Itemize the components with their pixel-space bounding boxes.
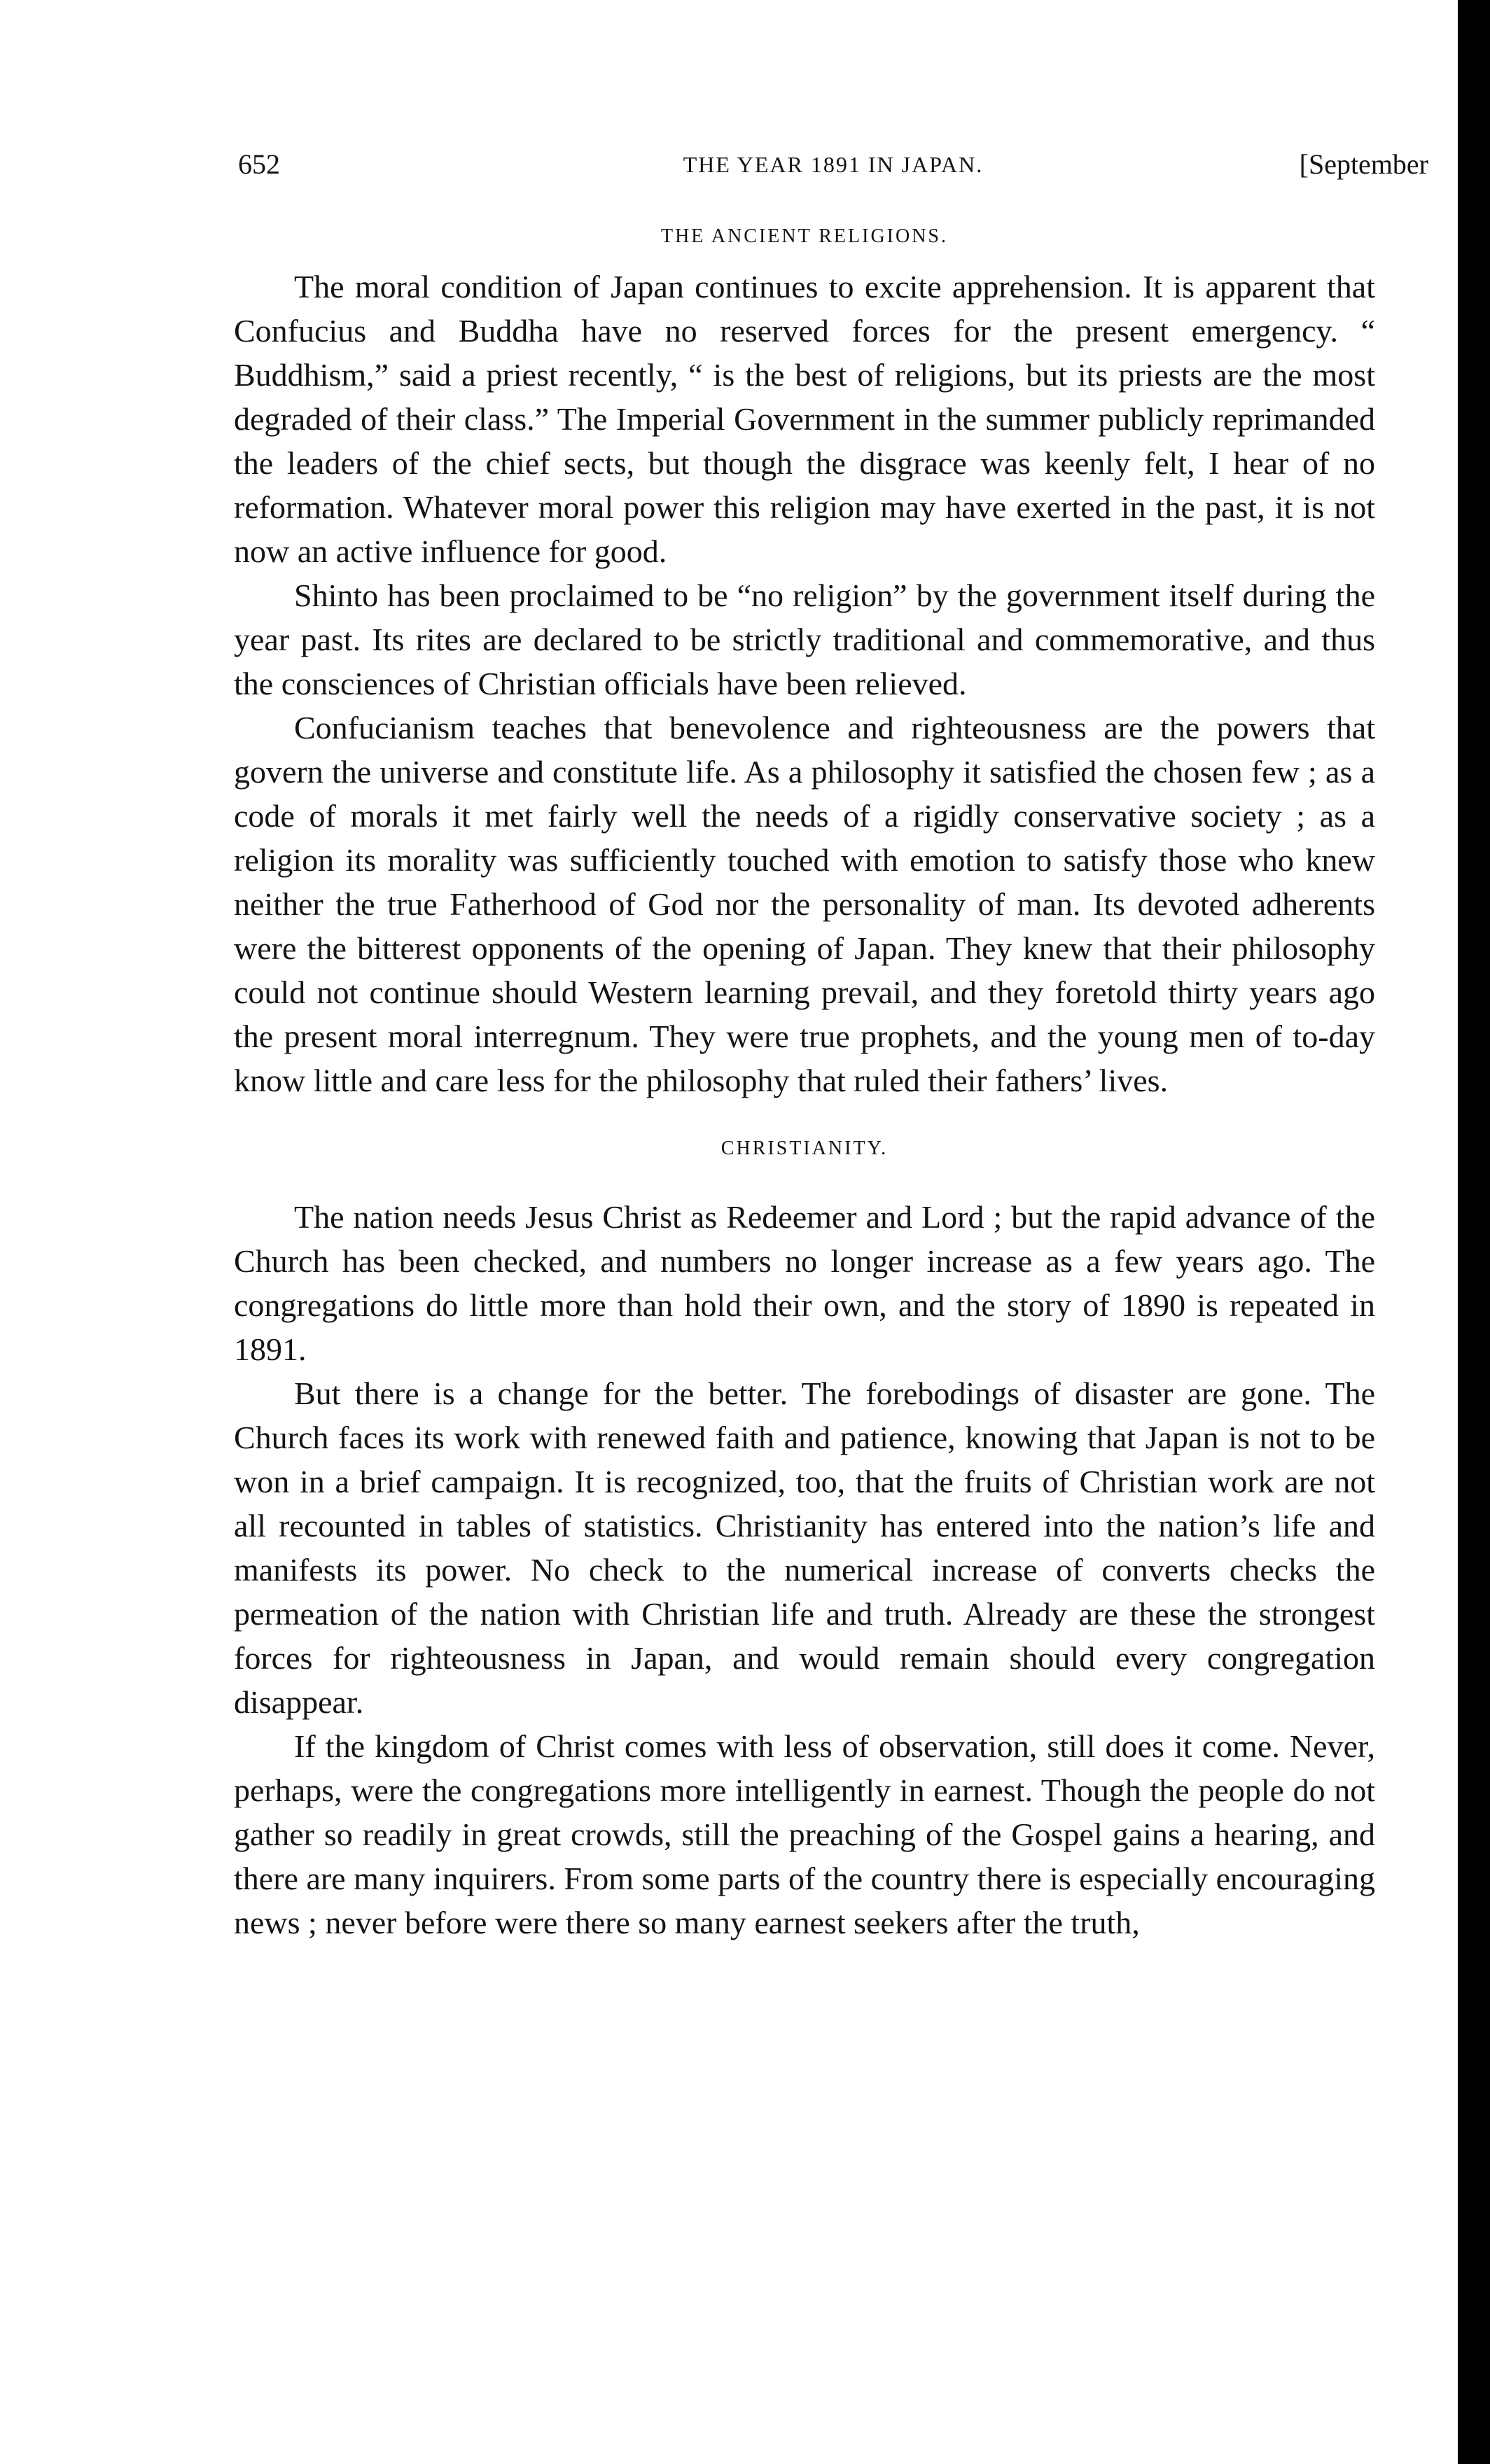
running-head-month: [September — [1299, 148, 1428, 180]
paragraph: But there is a change for the better. The forebodings of disaster are gone. The Church faces its work with renewed faith and patience, knowing that Japan is not to be won in a brief campaign. It is recognized, too, that the fruits of Christian work are not all recounted in tables of statistics. Christianity has entered into the nation’s life and manifests its power. No check to the numerical increase of converts checks the permeation of the nation with Christian life and truth. Already are these the strongest forces for righteousness in Japan, and would remain should every congregation disappear. — [234, 1376, 1375, 1720]
section-heading: CHRISTIANITY. — [720, 1138, 889, 1159]
page-number: 652 — [238, 148, 280, 180]
section-ancient-religions — [234, 223, 1375, 1102]
running-head-title: THE YEAR 1891 IN JAPAN. — [683, 152, 984, 177]
paragraph: Shinto has been proclaimed to be “no religion” by the government itself during the year past. Its rites are declared to be strictly traditional and commemorative, and thus the consciences of Christian officials have been relieved. — [234, 578, 1375, 701]
page-binding-edge — [1458, 0, 1490, 2464]
page-body — [234, 223, 1375, 1945]
paragraph: The nation needs Jesus Christ as Redeemer and Lord ; but the rapid advance of the Church has been checked, and numbers no longer increase as a few years ago. The congregations do little more than hold their own, and the story of 1890 is repeated in 1891. — [234, 1199, 1375, 1367]
paragraph: Confucianism teaches that benevolence and righteousness are the powers that govern the universe and constitute life. As a philosophy it satisfied the chosen few ; as a code of morals it met fairly well the needs of a rigidly conservative society ; as a religion its morality was sufficiently touched with emotion to satisfy those who knew neither the true Fatherhood of God nor the personality of man. Its devoted adherents were the bitterest opponents of the opening of Japan. They knew that their philosophy could not continue should Western learning prevail, and they foretold thirty years ago the present moral interregnum. They were true prophets, and the young men of to-day know little and care less for the philosophy that ruled their fathers’ lives. — [234, 710, 1375, 1098]
paragraph: The moral condition of Japan continues to excite apprehension. It is apparent that Confucius and Buddha have no reserved forces for the present emergency. “ Buddhism,” said a priest recently, “ is the best of religions, but its priests are the most degraded of their class.” The Imperial Government in the summer publicly reprimanded the leaders of the chief sects, but though the disgrace was keenly felt, I hear of no reformation. Whatever moral power this religion may have exerted in the past, it is not now an active influence for good. — [234, 269, 1375, 569]
section-heading: THE ANCIENT RELIGIONS. — [660, 225, 948, 247]
section-christianity — [234, 1135, 1375, 1945]
running-head — [238, 144, 1428, 186]
paragraph: If the kingdom of Christ comes with less of observation, still does it come. Never, perhaps, were the congregations more intelligently in earnest. Though the people do not gather so readily in great crowds, still the preaching of the Gospel gains a hearing, and there are many inquirers. From some parts of the country there is especially encouraging news ; never before were there so many earnest seekers after the truth, — [234, 1728, 1375, 1940]
